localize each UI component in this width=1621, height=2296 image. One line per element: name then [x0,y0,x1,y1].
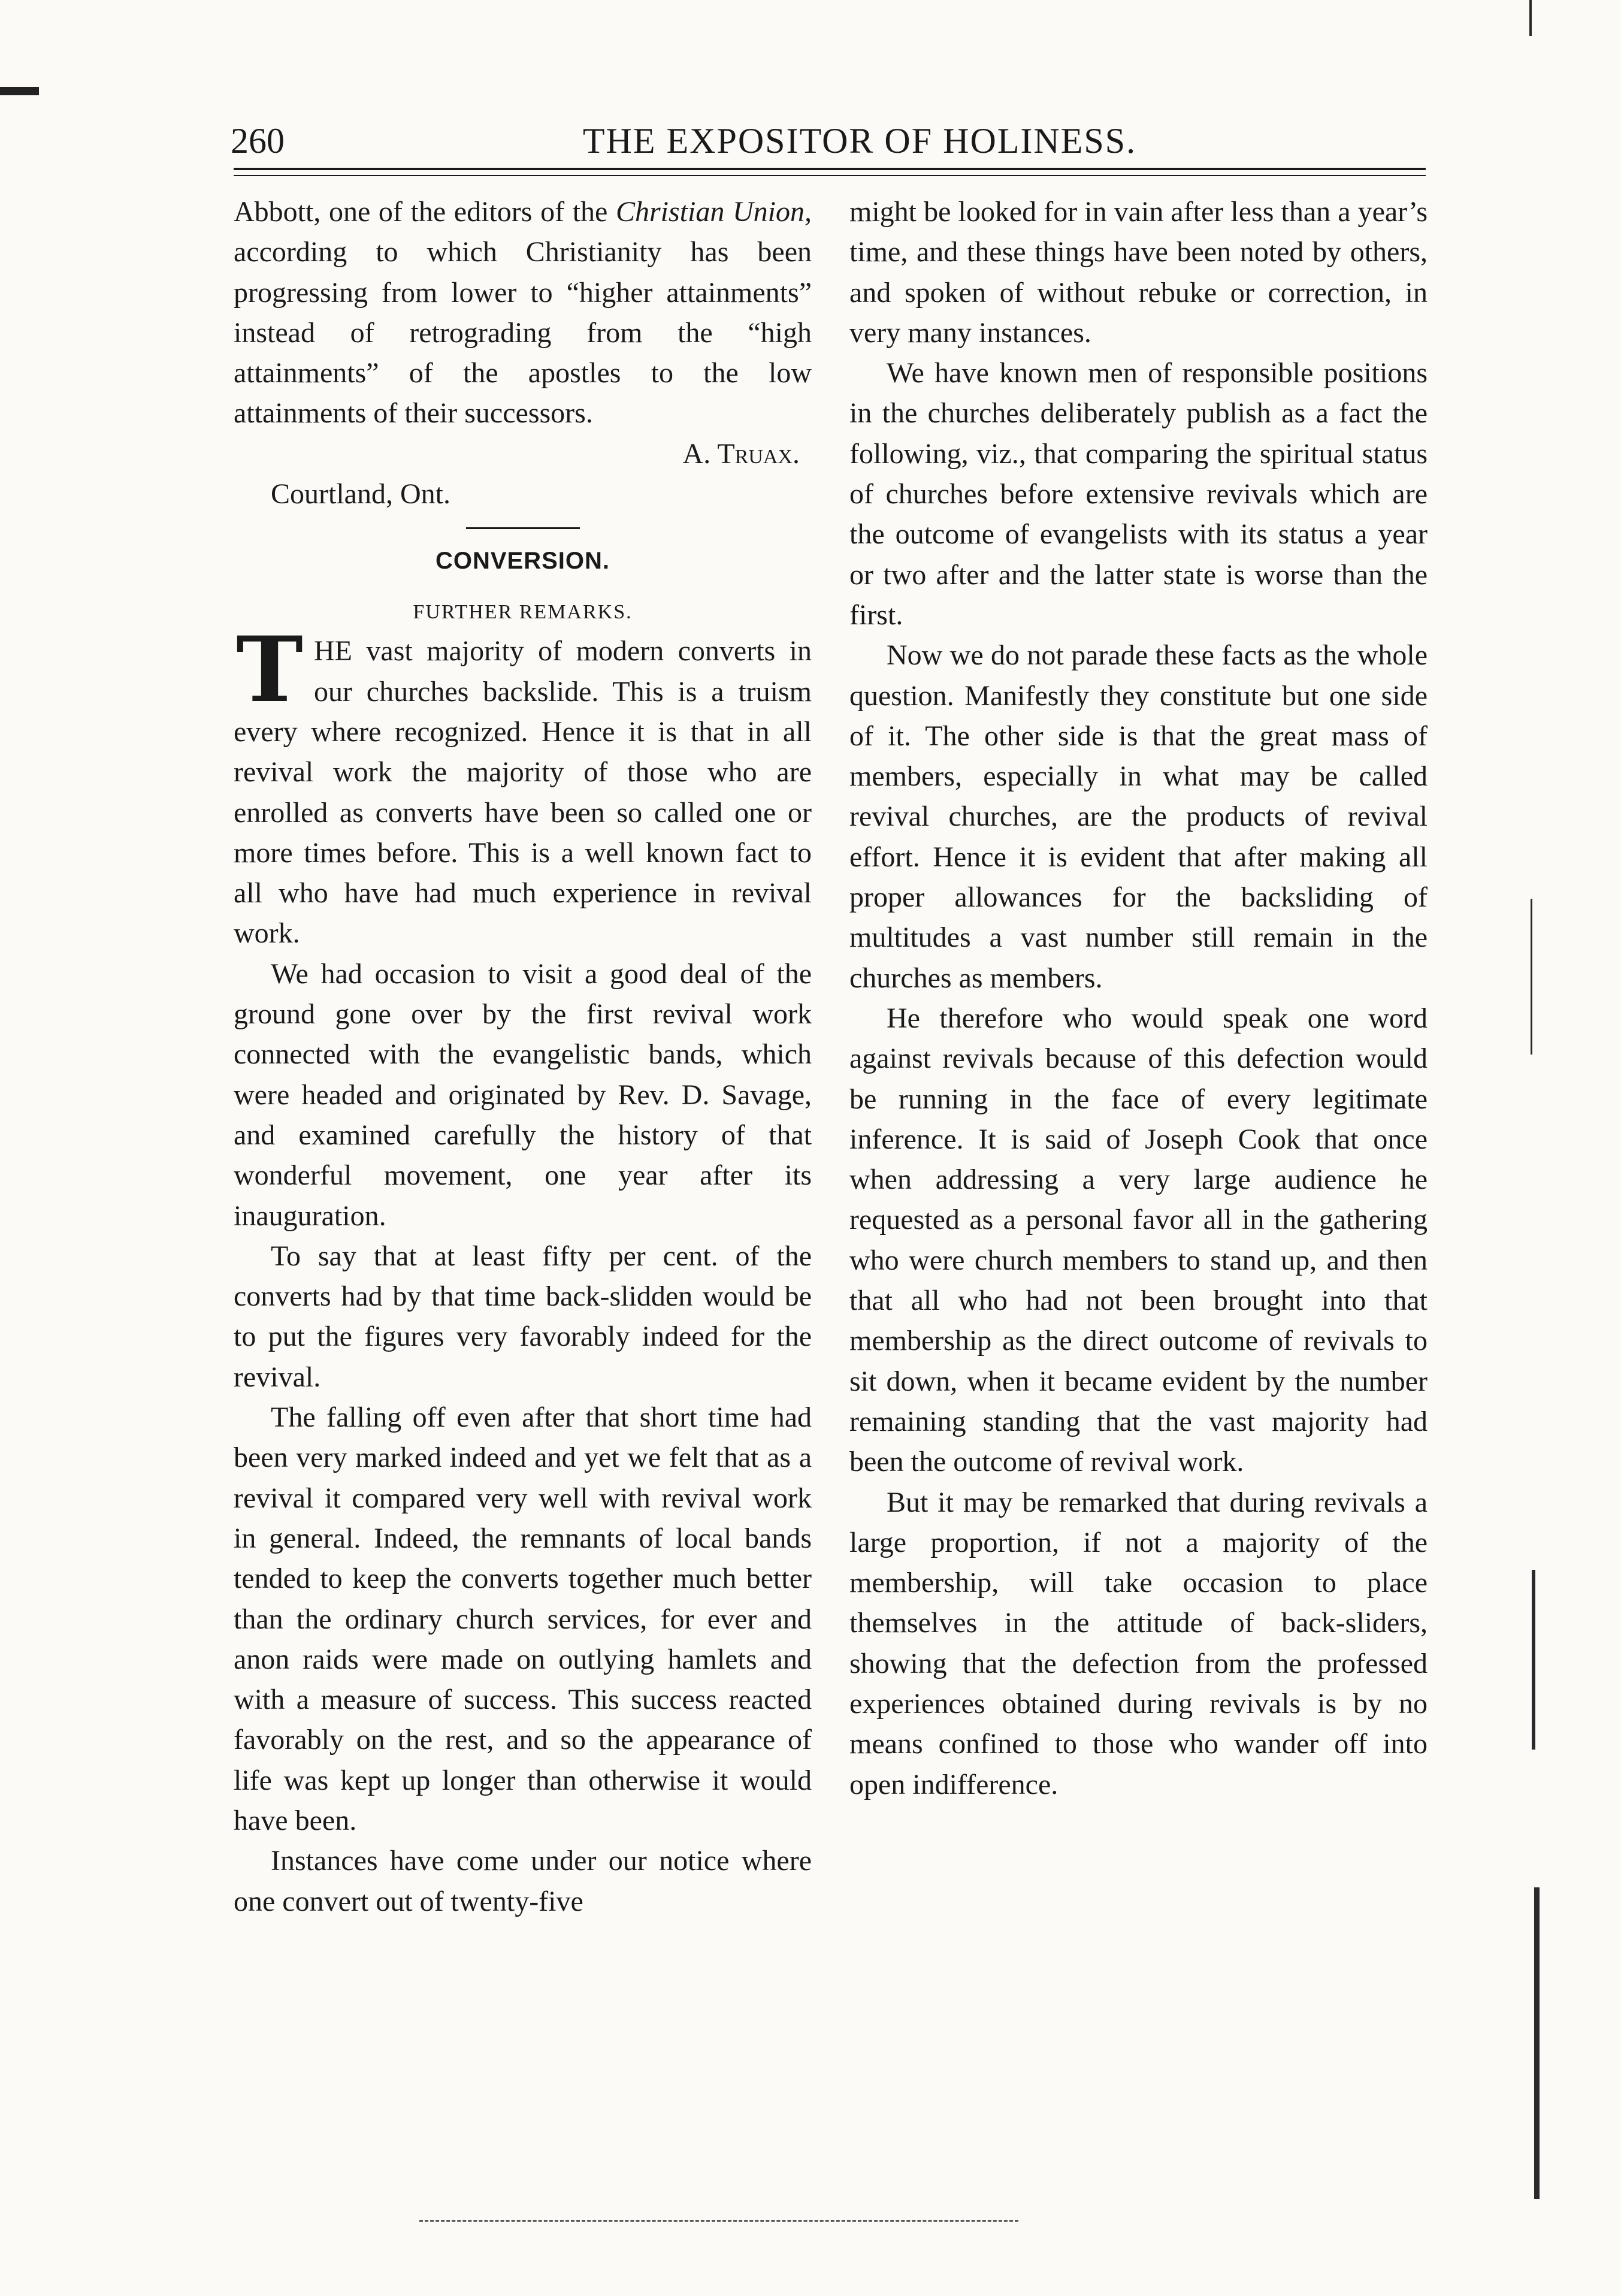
margin-mark [1532,1570,1535,1750]
article-title: CONVERSION. [435,548,610,575]
article-paragraph: To say that at least fifty per cent. of the converts had by that time back-slidden would be to put the figures very favorably indeed for the revival. [234,1240,812,1393]
article-paragraph: He therefore who would speak one word against revivals because of this defection would be running in the face of every legitimate inference. It is said of Joseph Cook that once when addressing a very large audience he requested as a personal favor all in the gathering who were church members to stand up, and then that all who had not been brought into that membership as the direct outcome of revivals to sit down, when it became evident by the number remaining standing that the vast majority had been the outcome of revival work. [849,1002,1428,1478]
margin-mark [1531,899,1532,1055]
article-paragraph: Now we do not parade these facts as the whole question. Manifestly they constitute but one side of it. The other side is that the great mass of members, especially in what may be called revival churches, are the products of revival effort. Hence it is evident that after making all proper allowances for the backsliding of multitudes a vast number still remain in the churches as members. [849,639,1428,994]
scan-edge-mark [0,87,39,95]
continued-text-start: Abbott, one of the editors of the [234,196,616,228]
right-column [849,192,1428,1805]
margin-mark [1529,0,1532,36]
article-paragraph: We have known men of responsible positions in the churches deliberately publish as a fact the following, viz., that comparing the spiritual status of churches before extensive revivals which are the outcome of evangelists with its status a year or two after and the latter state is worse than the first. [849,357,1428,631]
section-divider [466,527,580,529]
article-subtitle: FURTHER REMARKS. [413,601,633,624]
page-header [231,117,1423,171]
running-title: THE EXPOSITOR OF HOLINESS. [582,121,1137,161]
drop-cap: T [236,617,303,723]
header-rule-thin [234,175,1426,176]
article-paragraph: The falling off even after that short time had been very marked indeed and yet we felt that as a revival it compared very well with revival work in general. Indeed, the remnants of local bands tended to keep the converts together much better than the ordinary church services, for ever and anon raids were made on outlying hamlets and with a measure of success. This success reacted favorably on the rest, and so the appearance of life was kept up longer than otherwise it would have been. [234,1401,812,1836]
author-place: Courtland, Ont. [271,478,450,510]
journal-title: Christian Union, [615,196,812,228]
article-paragraph: But it may be remarked that during revivals a large proportion, if not a majority of the membership, will take occasion to place themselves in the attitude of back-sliders, showing that the defection from the professed experiences obtained during revivals is by no means confined to those who wander off into open indifference. [849,1486,1428,1800]
continued-paragraph [234,192,812,434]
page-number: 260 [231,121,285,161]
margin-mark [1534,1887,1540,2199]
article-paragraph [234,617,812,953]
continued-text-end: according to which Christianity has been progressing from lower to “higher attainments” instead of retrograding from the “high attainments” of the apostles to the low attainments of their successors. [234,236,812,430]
left-column [234,192,812,1922]
article-paragraph: Instances have come under our notice where one convert out of twenty-five [234,1845,812,1917]
paragraph-text: HE vast majority of modern converts in our churches backslide. This is a truism every where recognized. Hence it is that in all revival work the majority of those who are enrolled as converts have been so called one or more times before. This is a well known fact to all who have had much experience in revival work. [234,635,812,950]
article-paragraph: might be looked for in vain after less than a year’s time, and these things have been noted by others, and spoken of without rebuke or correction, in very many instances. [849,196,1428,349]
scan-margin-artifacts [1525,0,1549,2296]
scan-bottom-artifact [419,2220,1018,2222]
header-rule [234,168,1426,170]
author-signature: A. Truax. [682,437,800,470]
article-paragraph: We had occasion to visit a good deal of the ground gone over by the first revival work connected with the evangelistic bands, which were headed and originated by Rev. D. Savage, and examined carefully the history of that wonderful movement, one year after its inauguration. [234,957,812,1232]
